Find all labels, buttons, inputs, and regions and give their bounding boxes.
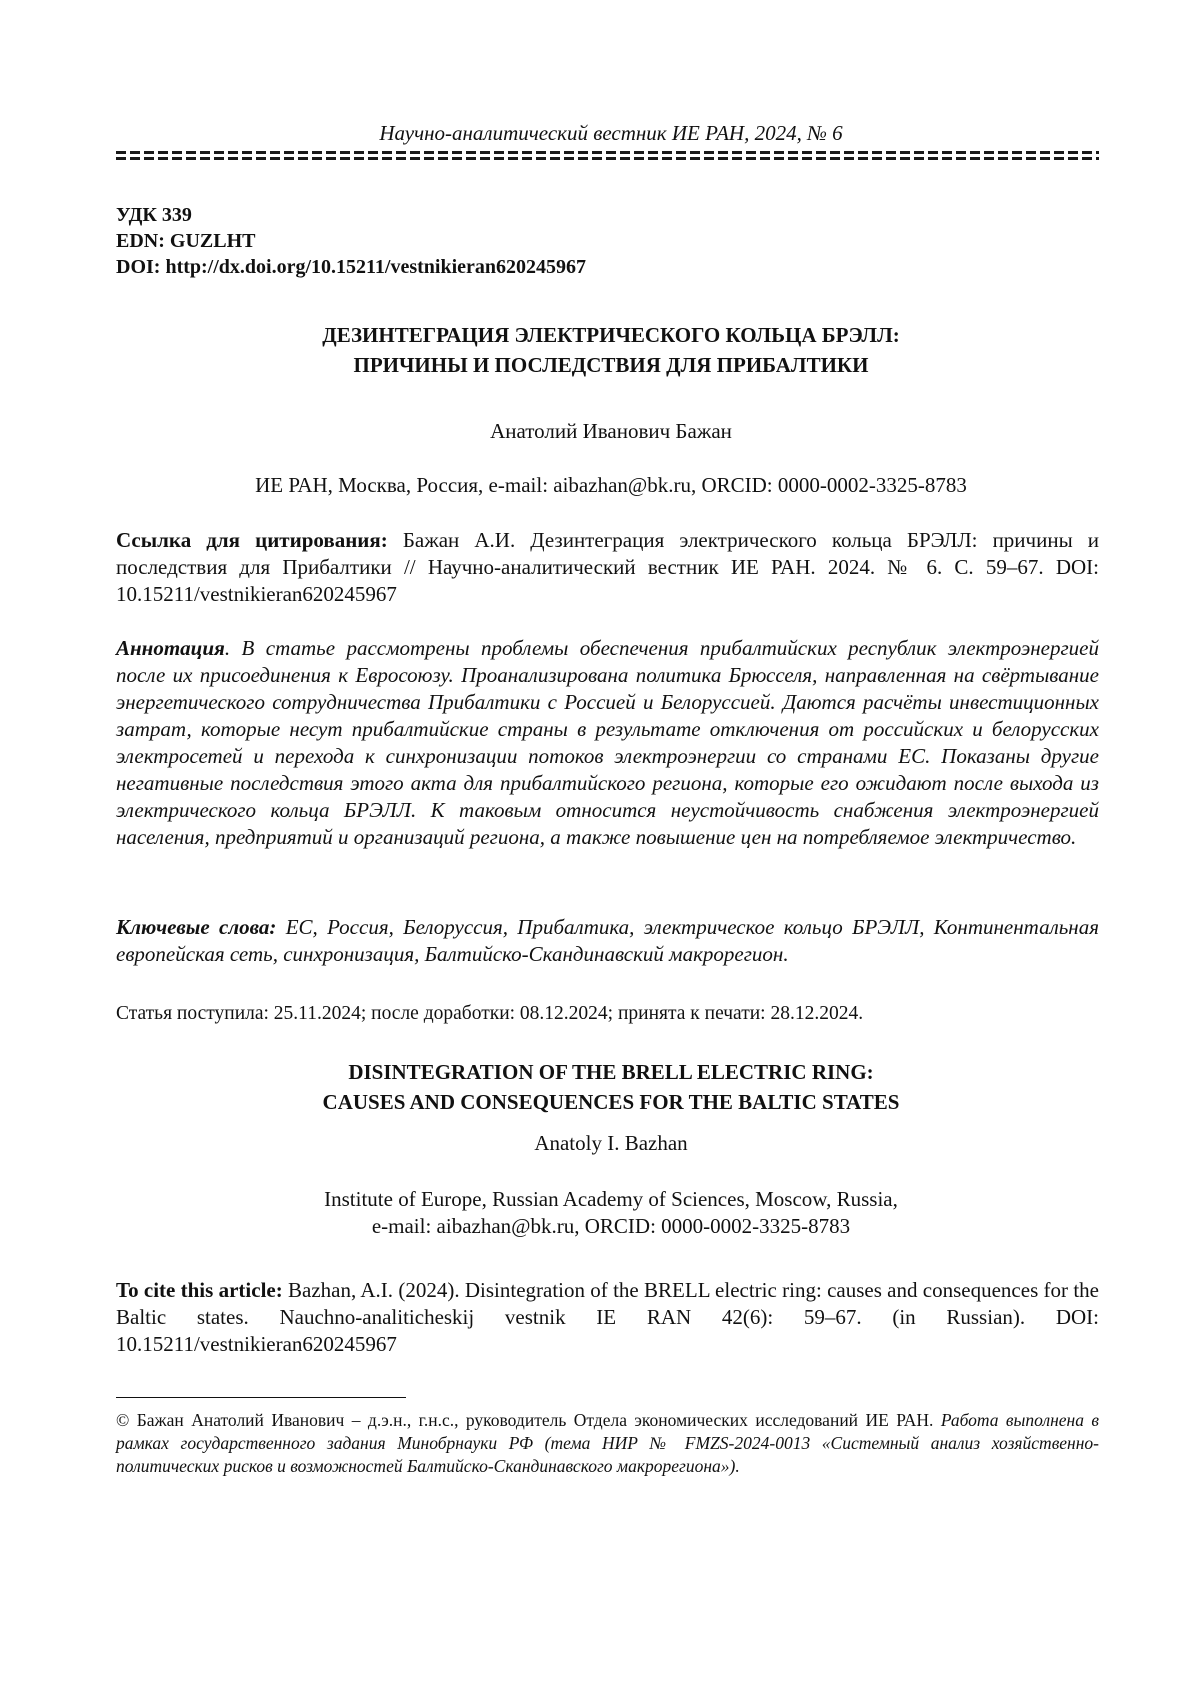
footnote-separator [116, 1397, 406, 1398]
affiliation-english-line1: Institute of Europe, Russian Academy of Sciences, Moscow, Russia, [324, 1187, 898, 1211]
affiliation-english [116, 1186, 1106, 1240]
keywords-text: ЕС, Россия, Белоруссия, Прибалтика, электрическое кольцо БРЭЛЛ, Континентальная европейская сеть, синхронизация, Балтийско-Скандинавский макрорегион. [116, 915, 1099, 966]
header-double-rule [116, 148, 1099, 162]
footnote-funding-text: Работа выполнена в рамках государственного задания Минобрнауки РФ (тема НИР № FMZS-2024-0013 «Системный анализ хозяйственно-политических рисков и возможностей Балтийско-Скандинавского макрорегиона»). [116, 1410, 1099, 1476]
abstract-text: . В статье рассмотрены проблемы обеспечения прибалтийских республик электроэнергией после их присоединения к Евросоюзу. Проанализирована политика Брюсселя, направленная на свёртывание энергетического сотрудничества Прибалтики с Россией и Белоруссией. Даются расчёты инвестиционных затрат, которые несут прибалтийские страны в результате отключения от российских и белорусских электросетей и перехода к синхронизации потоков электроэнергии со странами ЕС. Показаны другие негативные последствия этого акта для прибалтийского региона, которые его ожидают после выхода из электрического кольца БРЭЛЛ. К таковым относится неустойчивость снабжения электроэнергией населения, предприятий и организаций региона, а также повышение цен на потребляемое электричество. [116, 636, 1099, 849]
title-english [116, 1057, 1106, 1117]
title-russian-line2: ПРИЧИНЫ И ПОСЛЕДСТВИЯ ДЛЯ ПРИБАЛТИКИ [353, 353, 869, 377]
keywords-russian [116, 914, 1099, 968]
footnote-regular-text: © Бажан Анатолий Иванович – д.э.н., г.н.с., руководитель Отдела экономических исследований ИЕ РАН. [116, 1410, 941, 1430]
citation-russian [116, 527, 1099, 608]
citation-english-text: Bazhan, A.I. (2024). Disintegration of the BRELL electric ring: causes and consequences for the Baltic states. Nauchno-analiticheskij vestnik IE RAN 42(6): 59–67. (in Russian). DOI: 10.15211/vestnikieran620245967 [116, 1278, 1099, 1356]
author-footnote [116, 1409, 1099, 1478]
affiliation-russian: ИЕ РАН, Москва, Россия, e-mail: aibazhan@bk.ru, ORCID: 0000-0002-3325-8783 [255, 473, 967, 497]
citation-english [116, 1277, 1099, 1358]
edn-code: EDN: GUZLHT [116, 230, 256, 252]
citation-english-label: To cite this article: [116, 1278, 283, 1302]
doi-link[interactable]: DOI: http://dx.doi.org/10.15211/vestnikieran620245967 [116, 256, 587, 278]
abstract-label: Аннотация [116, 636, 225, 660]
abstract-russian [116, 635, 1099, 851]
author-russian: Анатолий Иванович Бажан [490, 419, 732, 443]
article-identifiers [116, 202, 586, 280]
article-dates: Статья поступила: 25.11.2024; после доработки: 08.12.2024; принята к печати: 28.12.2024. [116, 1003, 864, 1024]
title-russian [116, 320, 1106, 380]
affiliation-english-line2: e-mail: aibazhan@bk.ru, ORCID: 0000-0002-3325-8783 [371, 1214, 851, 1238]
citation-russian-label: Ссылка для цитирования: [116, 528, 388, 552]
keywords-label: Ключевые слова: [116, 915, 277, 939]
citation-russian-text: Бажан А.И. Дезинтеграция электрического кольца БРЭЛЛ: причины и последствия для Прибалтики // Научно-аналитический вестник ИЕ РАН. 2024. № 6. С. 59–67. DOI: 10.15211/vestnikieran620245967 [116, 528, 1099, 606]
title-english-line2: CAUSES AND CONSEQUENCES FOR THE BALTIC STATES [322, 1090, 900, 1114]
udk-code: УДК 339 [116, 204, 192, 226]
title-russian-line1: ДЕЗИНТЕГРАЦИЯ ЭЛЕКТРИЧЕСКОГО КОЛЬЦА БРЭЛЛ: [322, 323, 900, 347]
title-english-line1: DISINTEGRATION OF THE BRELL ELECTRIC RING: [348, 1060, 874, 1084]
author-english: Anatoly I. Bazhan [534, 1131, 688, 1155]
journal-running-header: Научно-аналитический вестник ИЕ РАН, 2024, № 6 [379, 121, 843, 145]
